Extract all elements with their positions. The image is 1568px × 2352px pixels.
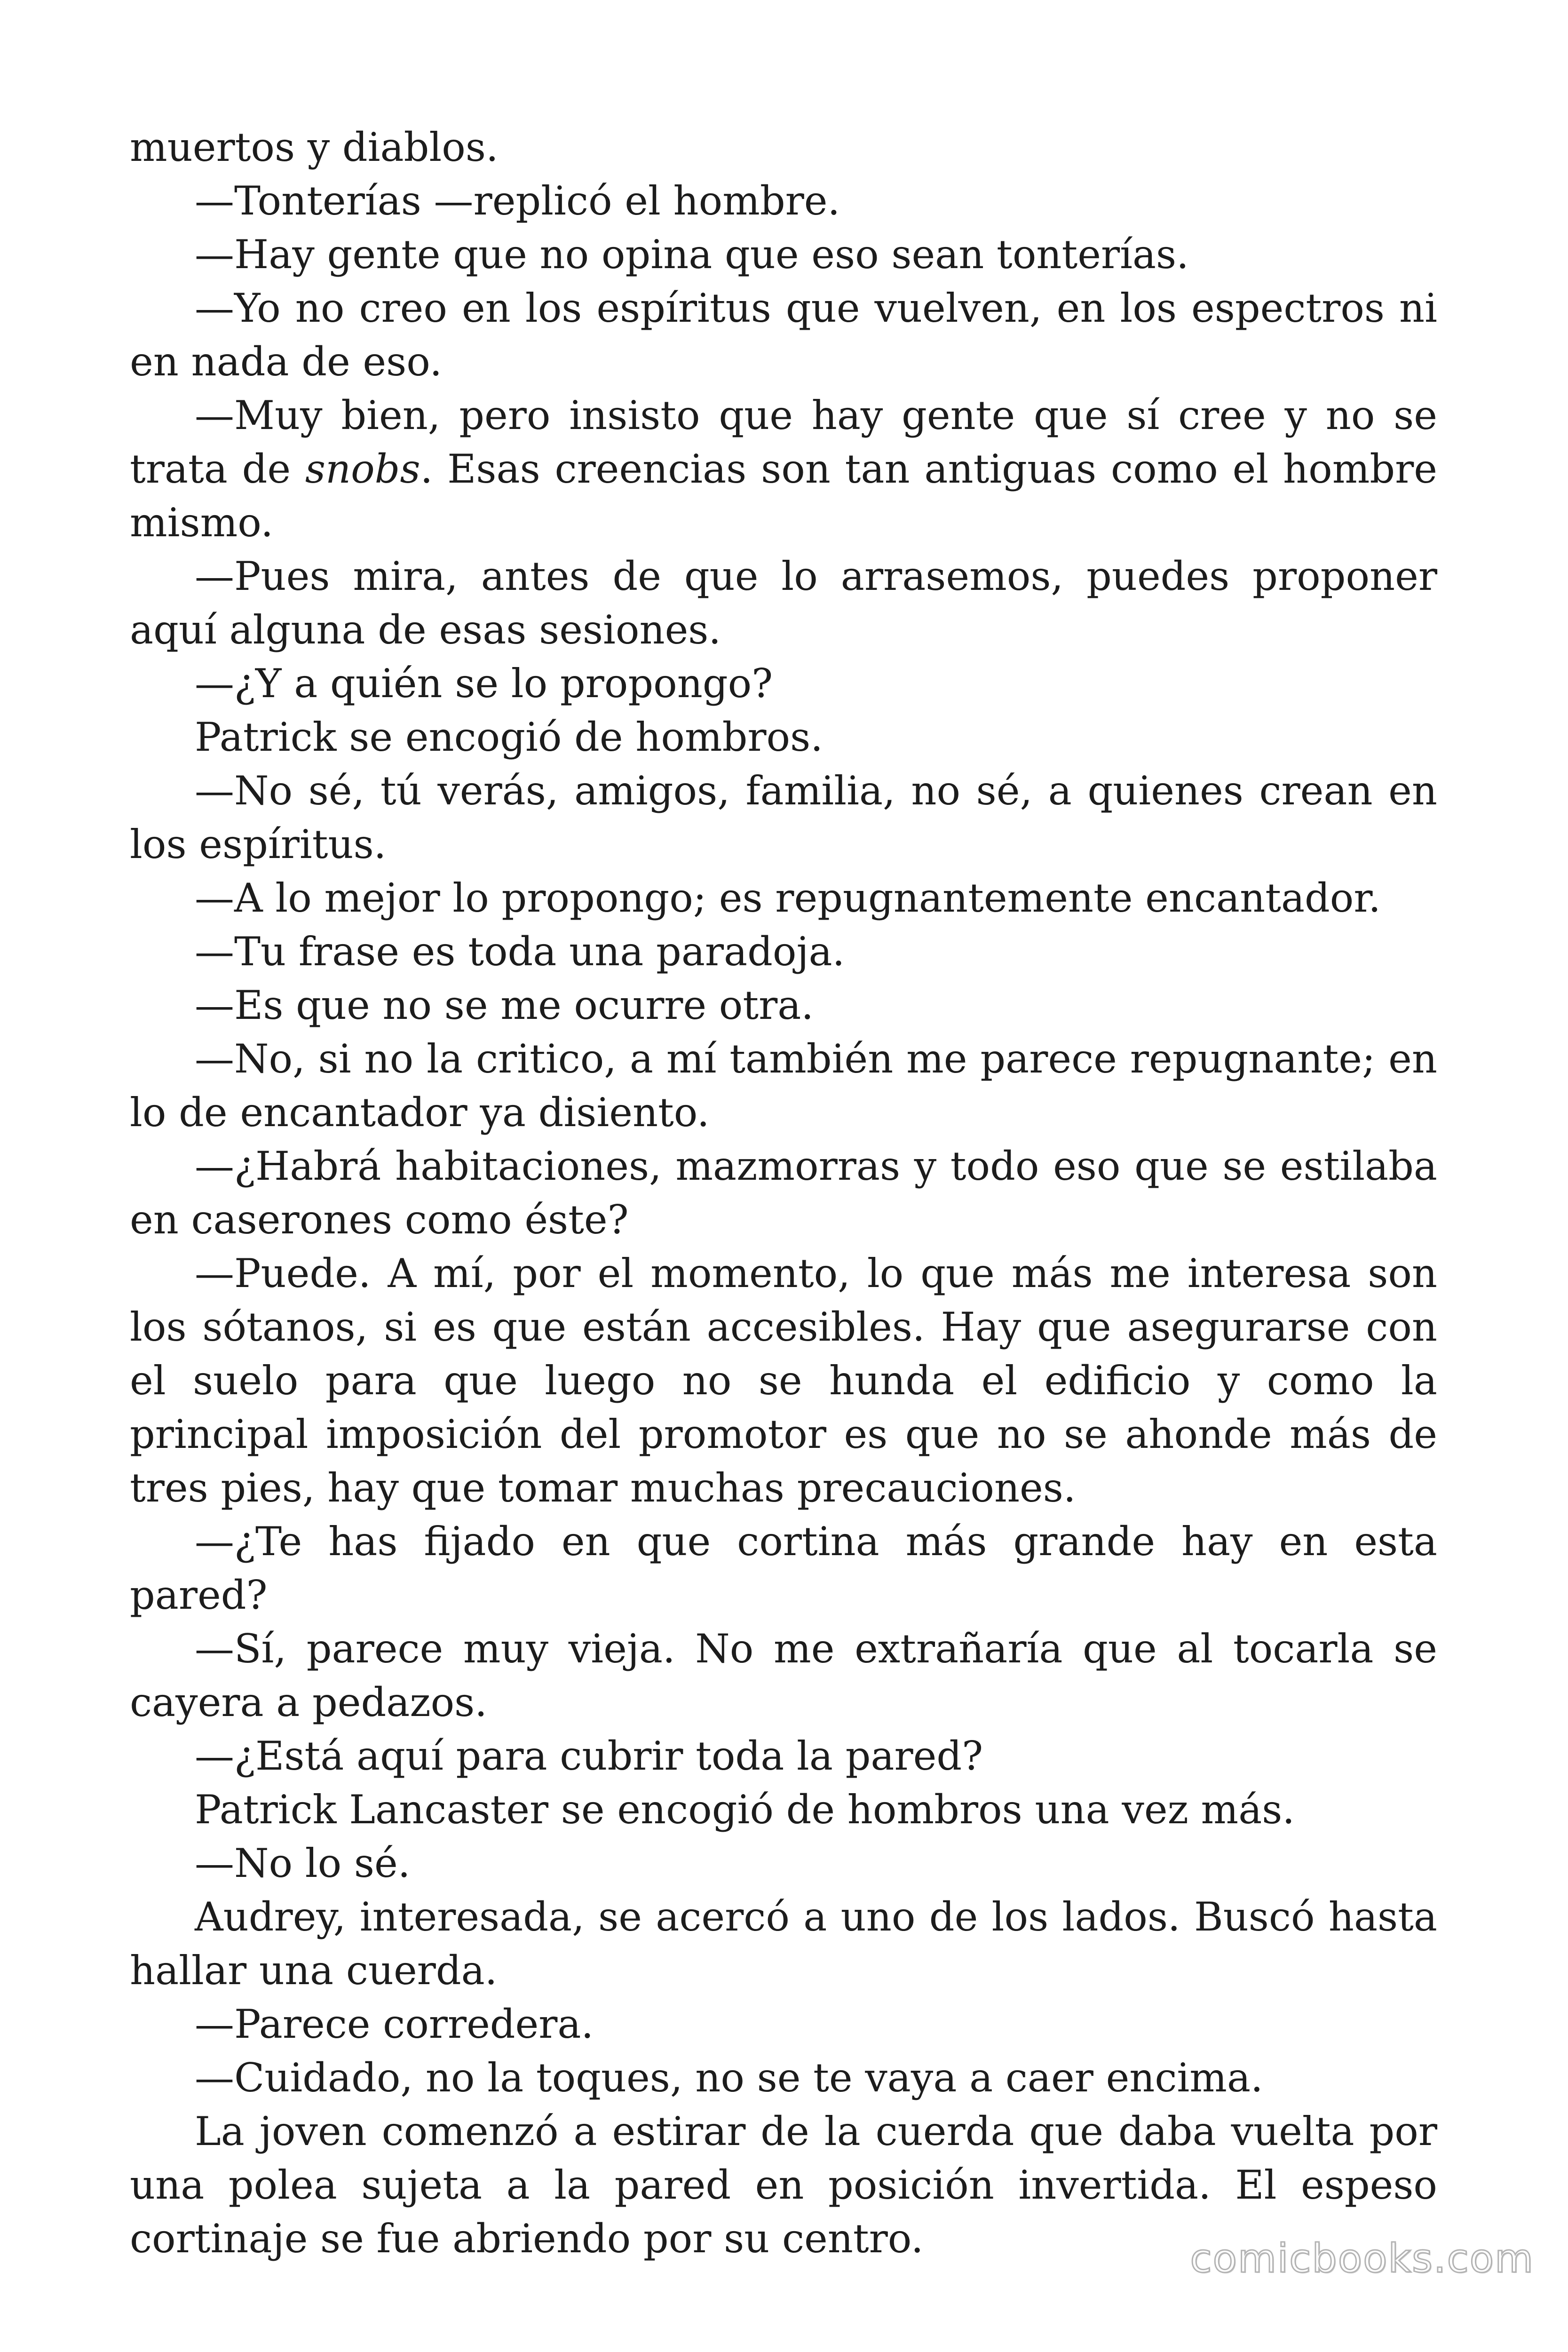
paragraph: —Tonterías —replicó el hombre. xyxy=(195,178,840,224)
paragraph-text: . Esas creencias son tan antiguas como el hombre mismo. xyxy=(130,446,1437,546)
paragraph: muertos y diablos. xyxy=(130,124,499,170)
book-page-text xyxy=(130,120,1437,2265)
paragraph: —No lo sé. xyxy=(195,1840,411,1886)
paragraph: —Es que no se me ocurre otra. xyxy=(195,982,814,1028)
watermark: comicbooks.com xyxy=(1190,2235,1534,2281)
paragraph: —No, si no la critico, a mí también me parece repugnante; en lo de encantador ya disiento. xyxy=(130,1036,1437,1136)
paragraph: Patrick Lancaster se encogió de hombros una vez más. xyxy=(195,1787,1295,1833)
paragraph: —Puede. A mí, por el momento, lo que más me interesa son los sótanos, si es que están accesibles. Hay que asegurarse con el suelo para que luego no se hunda el edificio y como la principal imposición del promotor es que no se ahonde más de tres pies, hay que tomar muchas precauciones. xyxy=(130,1250,1437,1511)
paragraph: —Hay gente que no opina que eso sean tonterías. xyxy=(195,231,1189,278)
paragraph: —Yo no creo en los espíritus que vuelven, en los espectros ni en nada de eso. xyxy=(130,285,1437,385)
paragraph: Audrey, interesada, se acercó a uno de los lados. Buscó hasta hallar una cuerda. xyxy=(130,1894,1437,1994)
paragraph: —¿Habrá habitaciones, mazmorras y todo eso que se estilaba en caserones como éste? xyxy=(130,1143,1437,1243)
paragraph: Patrick se encogió de hombros. xyxy=(195,714,823,760)
paragraph: —¿Y a quién se lo propongo? xyxy=(195,660,773,707)
paragraph: La joven comenzó a estirar de la cuerda que daba vuelta por una polea sujeta a la pared en posición invertida. El espeso cortinaje se fue abriendo por su centro. xyxy=(130,2108,1437,2262)
paragraph: —Pues mira, antes de que lo arrasemos, puedes proponer aquí alguna de esas sesiones. xyxy=(130,553,1437,653)
paragraph: —¿Te has fijado en que cortina más grande hay en esta pared? xyxy=(130,1518,1437,1618)
paragraph: —A lo mejor lo propongo; es repugnantemente encantador. xyxy=(195,875,1381,921)
paragraph-text: —Muy bien, pero insisto que hay gente que sí cree y no se trata de xyxy=(130,392,1437,492)
italic-word: snobs xyxy=(305,446,420,492)
paragraph: —Cuidado, no la toques, no se te vaya a caer encima. xyxy=(195,2055,1263,2101)
paragraph: —Sí, parece muy vieja. No me extrañaría que al tocarla se cayera a pedazos. xyxy=(130,1626,1437,1725)
paragraph: —No sé, tú verás, amigos, familia, no sé, a quienes crean en los espíritus. xyxy=(130,768,1437,867)
paragraph: —¿Está aquí para cubrir toda la pared? xyxy=(195,1733,983,1779)
paragraph: —Tu frase es toda una paradoja. xyxy=(195,929,845,975)
paragraph xyxy=(130,389,1437,549)
paragraph: —Parece corredera. xyxy=(195,2001,594,2047)
